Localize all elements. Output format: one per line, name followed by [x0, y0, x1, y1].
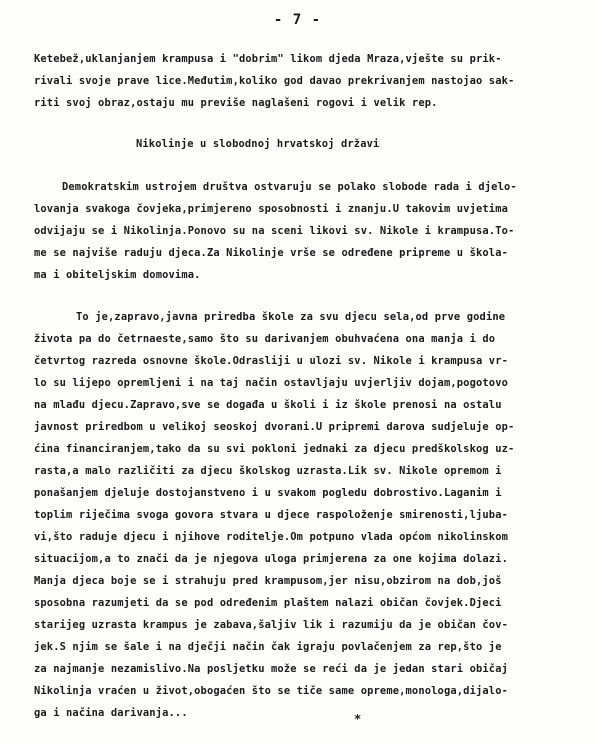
text-line: na mlađu djecu.Zapravo,sve se događa u školi i iz škole prenosi na ostalu	[34, 399, 502, 411]
text-line: lovanja svakoga čovjeka,primjereno sposobnosti i znanju.U takovim uvjetima	[34, 203, 509, 215]
text-line: me se najviše raduju djeca.Za Nikolinje vrše se određene pripreme u škola-	[34, 247, 509, 259]
text-line: ponašanjem djeluje dostojanstveno i u svakom pogledu dobrostivo.Laganim i	[34, 487, 502, 499]
text-line: To je,zapravo,javna priredba škole za svu djecu sela,od prve godine	[76, 311, 506, 323]
text-line: Demokratskim ustrojem društva ostvaruju se polako slobode rada i djelo-	[62, 181, 517, 193]
text-line: ma i obiteljskim domovima.	[34, 269, 201, 281]
text-line: rasta,a malo različiti za djecu školskog uzrasta.Lik sv. Nikole opremom i	[34, 465, 502, 477]
text-line: situacijom,a to znači da je njegova uloga primjerena za one kojima dolazi.	[34, 553, 509, 565]
text-line: jek.S njim se šale i na dječji način čak igraju povlačenjem za rep,što je	[34, 641, 502, 653]
section-heading: Nikolinje u slobodnoj hrvatskoj državi	[136, 138, 380, 150]
text-line: Manja djeca boje se i strahuju pred krampusom,jer nisu,obzirom na dob,još	[34, 575, 502, 587]
text-line: odvijaju se i Nikolinja.Ponovo su na sceni likovi sv. Nikole i krampusa.To-	[34, 225, 515, 237]
text-line: četvrtog razreda osnovne škole.Odrasliji u ulozi sv. Nikole i krampusa vr-	[34, 355, 509, 367]
page-number: - 7 -	[273, 12, 322, 28]
text-line: javnost priredbom u velikoj seoskoj dvorani.U pripremi darova sudjeluje op-	[34, 421, 515, 433]
asterisk-mark: *	[354, 712, 362, 726]
text-line: riti svoj obraz,ostaju mu previše naglašeni rogovi i velik rep.	[34, 97, 438, 109]
text-line: sposobna razumjeti da se pod određenim plaštem nalazi običan čovjek.Djeci	[34, 597, 502, 609]
text-line: života pa do četrnaeste,samo što su darivanjem obuhvaćena ona manja i do	[34, 333, 496, 345]
text-line: ga i načina darivanja...	[34, 707, 188, 719]
text-line: Nikolinja vraćen u život,obogaćen što se tiče same opreme,monologa,dijalo-	[34, 685, 509, 697]
text-line: starijeg uzrasta krampus je zabava,šaljiv lik i razumiju da je običan čov-	[34, 619, 509, 631]
text-line: lo su lijepo opremljeni i na taj način ostavljaju uvjerljiv dojam,pogotovo	[34, 377, 509, 389]
text-line: za najmanje nezamislivo.Na posljetku može se reći da je jedan stari običaj	[34, 663, 509, 675]
text-line: toplim riječima svoga govora stvara u djece raspoloženje smirenosti,ljuba-	[34, 509, 509, 521]
text-line: rivali svoje prave lice.Međutim,koliko god davao prekrivanjem nastojao sak-	[34, 75, 515, 87]
text-line: Ketebež,uklanjanjem krampusa i "dobrim" likom djeda Mraza,vješte su prik-	[34, 53, 502, 65]
text-line: vi,što raduje djecu i njihove roditelje.Om potpuno vlada općom nikolinskom	[34, 531, 509, 543]
text-line: ćina financiranjem,tako da su svi pokloni jednaki za djecu predškolskog uz-	[34, 443, 515, 455]
